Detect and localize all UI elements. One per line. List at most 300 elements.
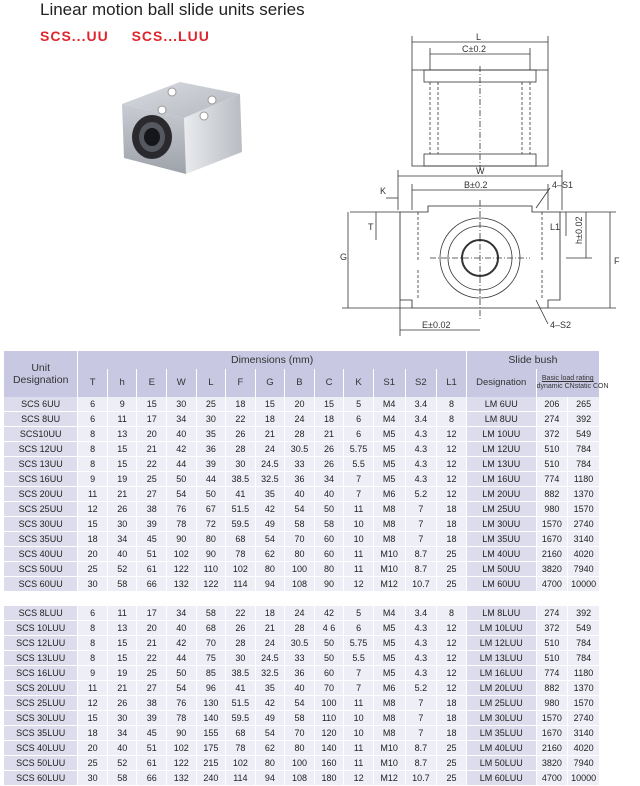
value-cell: 1570 <box>568 502 600 517</box>
value-cell: 21 <box>107 681 137 696</box>
value-cell: 33 <box>285 457 315 472</box>
value-cell: 30 <box>167 397 197 412</box>
value-cell: 15 <box>78 517 108 532</box>
col-basic-load-rating <box>536 369 609 397</box>
value-cell: M6 <box>373 681 405 696</box>
value-cell: 32.5 <box>255 666 285 681</box>
value-cell: 1570 <box>568 696 600 711</box>
value-cell: 140 <box>314 741 344 756</box>
value-cell: 1370 <box>568 487 600 502</box>
value-cell: 8 <box>78 621 108 636</box>
value-cell: 24 <box>255 636 285 651</box>
table-row <box>4 457 600 472</box>
value-cell: 102 <box>167 741 197 756</box>
value-cell: 41 <box>226 487 256 502</box>
value-cell: 40 <box>107 741 137 756</box>
value-cell: 10.7 <box>405 771 437 786</box>
value-cell: 11 <box>78 681 108 696</box>
value-cell: M8 <box>373 726 405 741</box>
value-cell: 100 <box>285 562 315 577</box>
col-dimensions: Dimensions (mm) <box>78 351 467 369</box>
value-cell: 7 <box>405 711 437 726</box>
dynamic-label: dynamic CN <box>536 383 575 390</box>
value-cell: 12 <box>437 651 467 666</box>
value-cell: 19 <box>107 472 137 487</box>
value-cell: 4.3 <box>405 427 437 442</box>
value-cell: 41 <box>226 681 256 696</box>
value-cell: 4.3 <box>405 457 437 472</box>
unit-designation-cell: SCS 10LUU <box>4 621 78 636</box>
value-cell: 34 <box>107 532 137 547</box>
value-cell: 26 <box>107 502 137 517</box>
value-cell: 3.4 <box>405 412 437 427</box>
value-cell: 980 <box>536 502 568 517</box>
table-row <box>4 681 600 696</box>
value-cell: 18 <box>437 696 467 711</box>
value-cell: 58 <box>196 606 226 621</box>
value-cell: 1180 <box>568 666 600 681</box>
value-cell: 30 <box>78 771 108 786</box>
bush-designation-cell: LM 8UU <box>466 412 536 427</box>
table-row <box>4 472 600 487</box>
bush-designation-cell: LM 30UU <box>466 517 536 532</box>
value-cell: 94 <box>255 577 285 592</box>
table-row <box>4 726 600 741</box>
table-row <box>4 487 600 502</box>
value-cell: M5 <box>373 442 405 457</box>
value-cell: 7 <box>344 472 374 487</box>
value-cell: 51 <box>137 547 167 562</box>
value-cell: 94 <box>255 771 285 786</box>
value-cell: 15 <box>107 651 137 666</box>
value-cell: 80 <box>255 562 285 577</box>
dim-F: F <box>614 256 620 266</box>
value-cell: 67 <box>196 502 226 517</box>
value-cell: M10 <box>373 547 405 562</box>
value-cell: 102 <box>226 756 256 771</box>
value-cell: 12 <box>437 457 467 472</box>
value-cell: 18 <box>437 726 467 741</box>
value-cell: 66 <box>137 771 167 786</box>
value-cell: 12 <box>437 681 467 696</box>
value-cell: 40 <box>285 681 315 696</box>
value-cell: 58 <box>314 517 344 532</box>
value-cell: 510 <box>536 651 568 666</box>
value-cell: 22 <box>137 457 167 472</box>
value-cell: 68 <box>196 621 226 636</box>
value-cell: 4.3 <box>405 472 437 487</box>
value-cell: 26 <box>107 696 137 711</box>
value-cell: M10 <box>373 741 405 756</box>
value-cell: M8 <box>373 711 405 726</box>
value-cell: 85 <box>196 666 226 681</box>
bush-designation-cell: LM 20UU <box>466 487 536 502</box>
unit-designation-cell: SCS 35UU <box>4 532 78 547</box>
table-row <box>4 517 600 532</box>
value-cell: 7940 <box>568 562 600 577</box>
col-S1: S1 <box>373 369 405 397</box>
value-cell: 15 <box>78 711 108 726</box>
value-cell: 51 <box>137 741 167 756</box>
value-cell: 19 <box>107 666 137 681</box>
value-cell: 90 <box>196 547 226 562</box>
value-cell: 38.5 <box>226 472 256 487</box>
value-cell: 45 <box>137 532 167 547</box>
value-cell: 15 <box>137 397 167 412</box>
value-cell: 5.75 <box>344 442 374 457</box>
value-cell: 12 <box>437 472 467 487</box>
value-cell: 90 <box>167 726 197 741</box>
value-cell: 80 <box>255 756 285 771</box>
value-cell: 8 <box>78 427 108 442</box>
col-K: K <box>344 369 374 397</box>
value-cell: 50 <box>314 651 344 666</box>
value-cell: 21 <box>137 636 167 651</box>
table-row <box>4 771 600 786</box>
unit-designation-cell: SCS 12UU <box>4 442 78 457</box>
value-cell: 372 <box>536 621 568 636</box>
value-cell: M10 <box>373 756 405 771</box>
value-cell: 20 <box>78 741 108 756</box>
value-cell: 32.5 <box>255 472 285 487</box>
bush-designation-cell: LM 6UU <box>466 397 536 412</box>
unit-designation-cell: SCS 30UU <box>4 517 78 532</box>
value-cell: 24 <box>255 442 285 457</box>
value-cell: 36 <box>196 442 226 457</box>
value-cell: 15 <box>107 636 137 651</box>
value-cell: 58 <box>285 517 315 532</box>
bush-designation-cell: LM 50UU <box>466 562 536 577</box>
value-cell: 25 <box>137 472 167 487</box>
value-cell: 68 <box>226 532 256 547</box>
table-row <box>4 547 600 562</box>
value-cell: 392 <box>568 606 600 621</box>
value-cell: 7 <box>405 532 437 547</box>
value-cell: 61 <box>137 562 167 577</box>
value-cell: 4.3 <box>405 666 437 681</box>
value-cell: M5 <box>373 636 405 651</box>
bush-designation-cell: LM 16LUU <box>466 666 536 681</box>
col-W: W <box>167 369 197 397</box>
value-cell: 122 <box>167 562 197 577</box>
value-cell: 22 <box>226 606 256 621</box>
value-cell: 11 <box>107 412 137 427</box>
value-cell: 6 <box>78 412 108 427</box>
unit-designation-cell: SCS 40LUU <box>4 741 78 756</box>
value-cell: 70 <box>196 636 226 651</box>
value-cell: 51.5 <box>226 696 256 711</box>
value-cell: 12 <box>344 577 374 592</box>
unit-designation-cell: SCS 20LUU <box>4 681 78 696</box>
value-cell: 34 <box>314 472 344 487</box>
value-cell: 22 <box>226 412 256 427</box>
value-cell: 132 <box>167 771 197 786</box>
value-cell: M4 <box>373 412 405 427</box>
product-photo <box>112 62 262 177</box>
value-cell: 40 <box>314 487 344 502</box>
value-cell: 155 <box>196 726 226 741</box>
value-cell: 6 <box>78 606 108 621</box>
value-cell: 70 <box>314 681 344 696</box>
value-cell: 90 <box>167 532 197 547</box>
unit-designation-cell: SCS 12LUU <box>4 636 78 651</box>
value-cell: 265 <box>568 397 600 412</box>
static-label: static CON <box>574 383 609 390</box>
value-cell: 68 <box>226 726 256 741</box>
value-cell: 784 <box>568 636 600 651</box>
unit-designation-cell: SCS 40UU <box>4 547 78 562</box>
value-cell: 206 <box>536 397 568 412</box>
value-cell: 78 <box>167 711 197 726</box>
value-cell: 50 <box>196 487 226 502</box>
value-cell: 30 <box>196 412 226 427</box>
unit-designation-cell: SCS10UU <box>4 427 78 442</box>
value-cell: 11 <box>344 562 374 577</box>
value-cell: 3820 <box>536 756 568 771</box>
value-cell: 11 <box>107 606 137 621</box>
code-uu: SCS...UU <box>40 28 109 44</box>
value-cell: 7 <box>405 502 437 517</box>
value-cell: 5 <box>344 606 374 621</box>
value-cell: 7 <box>344 681 374 696</box>
value-cell: 11 <box>78 487 108 502</box>
table-row <box>4 562 600 577</box>
value-cell: 10 <box>344 711 374 726</box>
value-cell: 12 <box>437 666 467 681</box>
value-cell: 54 <box>285 696 315 711</box>
value-cell: 25 <box>78 562 108 577</box>
value-cell: 11 <box>344 696 374 711</box>
bush-designation-cell: LM 12UU <box>466 442 536 457</box>
bush-designation-cell: LM 13LUU <box>466 651 536 666</box>
value-cell: 180 <box>314 771 344 786</box>
value-cell: 70 <box>285 726 315 741</box>
value-cell: 12 <box>437 487 467 502</box>
value-cell: 12 <box>437 427 467 442</box>
value-cell: 25 <box>437 577 467 592</box>
value-cell: 5.2 <box>405 681 437 696</box>
value-cell: 18 <box>437 517 467 532</box>
value-cell: 39 <box>137 711 167 726</box>
value-cell: M12 <box>373 771 405 786</box>
value-cell: 10.7 <box>405 577 437 592</box>
col-G: G <box>255 369 285 397</box>
value-cell: 40 <box>285 487 315 502</box>
unit-designation-cell: SCS 25UU <box>4 502 78 517</box>
dim-B: B±0.2 <box>464 180 488 190</box>
value-cell: 7940 <box>568 756 600 771</box>
col-L1: L1 <box>437 369 467 397</box>
value-cell: 980 <box>536 696 568 711</box>
value-cell: M8 <box>373 696 405 711</box>
value-cell: 9 <box>78 666 108 681</box>
value-cell: M5 <box>373 427 405 442</box>
col-E: E <box>137 369 167 397</box>
value-cell: 11 <box>344 741 374 756</box>
unit-designation-cell: SCS 16UU <box>4 472 78 487</box>
value-cell: 12 <box>437 636 467 651</box>
value-cell: 54 <box>285 502 315 517</box>
value-cell: 40 <box>107 547 137 562</box>
value-cell: 8.7 <box>405 547 437 562</box>
value-cell: 4020 <box>568 547 600 562</box>
value-cell: 240 <box>196 771 226 786</box>
dim-W: W <box>476 166 485 176</box>
value-cell: 36 <box>285 472 315 487</box>
value-cell: 6 <box>78 397 108 412</box>
value-cell: 76 <box>167 696 197 711</box>
value-cell: 1570 <box>536 711 568 726</box>
unit-designation-cell: SCS 25LUU <box>4 696 78 711</box>
value-cell: 12 <box>437 621 467 636</box>
value-cell: 52 <box>107 756 137 771</box>
value-cell: 26 <box>314 457 344 472</box>
value-cell: 160 <box>314 756 344 771</box>
unit-designation-cell: SCS 50UU <box>4 562 78 577</box>
value-cell: 120 <box>314 726 344 741</box>
table-row <box>4 756 600 771</box>
value-cell: 12 <box>78 502 108 517</box>
unit-designation-cell: SCS 50LUU <box>4 756 78 771</box>
value-cell: 50 <box>314 502 344 517</box>
value-cell: 13 <box>107 427 137 442</box>
table-row <box>4 427 600 442</box>
unit-designation-cell: SCS 13UU <box>4 457 78 472</box>
value-cell: 26 <box>226 427 256 442</box>
value-cell: 42 <box>167 636 197 651</box>
value-cell: 27 <box>137 487 167 502</box>
table-row <box>4 606 600 621</box>
value-cell: 7 <box>344 666 374 681</box>
table-row <box>4 666 600 681</box>
table-row <box>4 711 600 726</box>
value-cell: 4.3 <box>405 442 437 457</box>
value-cell: 8 <box>437 412 467 427</box>
value-cell: 60 <box>314 532 344 547</box>
bush-designation-cell: LM 40LUU <box>466 741 536 756</box>
value-cell: 122 <box>167 756 197 771</box>
value-cell: 54 <box>255 532 285 547</box>
value-cell: 50 <box>167 666 197 681</box>
value-cell: 11 <box>344 547 374 562</box>
value-cell: 18 <box>314 412 344 427</box>
value-cell: 5.5 <box>344 457 374 472</box>
value-cell: 1370 <box>568 681 600 696</box>
value-cell: 3.4 <box>405 397 437 412</box>
value-cell: 30.5 <box>285 636 315 651</box>
value-cell: 27 <box>137 681 167 696</box>
group-uu <box>4 397 600 592</box>
dim-T: T <box>368 222 374 232</box>
bush-designation-cell: LM 50LUU <box>466 756 536 771</box>
value-cell: 15 <box>255 397 285 412</box>
table-row <box>4 397 600 412</box>
value-cell: 8.7 <box>405 756 437 771</box>
value-cell: 2160 <box>536 547 568 562</box>
value-cell: M5 <box>373 651 405 666</box>
value-cell: 34 <box>167 606 197 621</box>
value-cell: 4700 <box>536 771 568 786</box>
value-cell: 1670 <box>536 532 568 547</box>
value-cell: 3140 <box>568 726 600 741</box>
value-cell: 54 <box>255 726 285 741</box>
value-cell: 1570 <box>536 517 568 532</box>
value-cell: 59.5 <box>226 517 256 532</box>
unit-designation-cell: SCS 30LUU <box>4 711 78 726</box>
value-cell: 21 <box>255 427 285 442</box>
value-cell: 6 <box>344 412 374 427</box>
value-cell: 96 <box>196 681 226 696</box>
value-cell: M8 <box>373 517 405 532</box>
value-cell: M10 <box>373 562 405 577</box>
value-cell: 25 <box>437 741 467 756</box>
value-cell: 882 <box>536 681 568 696</box>
value-cell: 510 <box>536 442 568 457</box>
value-cell: 58 <box>107 577 137 592</box>
value-cell: 774 <box>536 666 568 681</box>
value-cell: 114 <box>226 577 256 592</box>
col-L: L <box>196 369 226 397</box>
value-cell: 30 <box>226 457 256 472</box>
value-cell: 8 <box>78 457 108 472</box>
value-cell: 3.4 <box>405 606 437 621</box>
value-cell: 114 <box>226 771 256 786</box>
dim-L1: L1 <box>550 222 561 232</box>
value-cell: 25 <box>437 771 467 786</box>
value-cell: 8 <box>78 636 108 651</box>
value-cell: 24.5 <box>255 651 285 666</box>
value-cell: 36 <box>285 666 315 681</box>
value-cell: 21 <box>107 487 137 502</box>
value-cell: 18 <box>437 532 467 547</box>
bush-designation-cell: LM 60UU <box>466 577 536 592</box>
value-cell: 30 <box>226 651 256 666</box>
col-slide-bush: Slide bush <box>466 351 599 369</box>
value-cell: 372 <box>536 427 568 442</box>
value-cell: 30.5 <box>285 442 315 457</box>
value-cell: 102 <box>167 547 197 562</box>
value-cell: 42 <box>255 502 285 517</box>
bush-designation-cell: LM 10LUU <box>466 621 536 636</box>
table-row <box>4 636 600 651</box>
value-cell: M4 <box>373 606 405 621</box>
value-cell: 18 <box>78 726 108 741</box>
table-row <box>4 741 600 756</box>
dim-L: L <box>476 32 482 42</box>
value-cell: 12 <box>344 771 374 786</box>
value-cell: 62 <box>255 547 285 562</box>
value-cell: 25 <box>137 666 167 681</box>
value-cell: 58 <box>107 771 137 786</box>
bush-designation-cell: LM 16UU <box>466 472 536 487</box>
value-cell: 18 <box>255 412 285 427</box>
value-cell: 39 <box>196 457 226 472</box>
value-cell: 4 6 <box>314 621 344 636</box>
table-row <box>4 442 600 457</box>
value-cell: 5.2 <box>405 487 437 502</box>
value-cell: 78 <box>226 741 256 756</box>
col-S2: S2 <box>405 369 437 397</box>
value-cell: 274 <box>536 412 568 427</box>
value-cell: 12 <box>437 442 467 457</box>
value-cell: 22 <box>137 651 167 666</box>
unit-designation-cell: SCS 8UU <box>4 412 78 427</box>
value-cell: 52 <box>107 562 137 577</box>
value-cell: 30 <box>107 517 137 532</box>
value-cell: 510 <box>536 457 568 472</box>
value-cell: 24 <box>285 412 315 427</box>
value-cell: 882 <box>536 487 568 502</box>
